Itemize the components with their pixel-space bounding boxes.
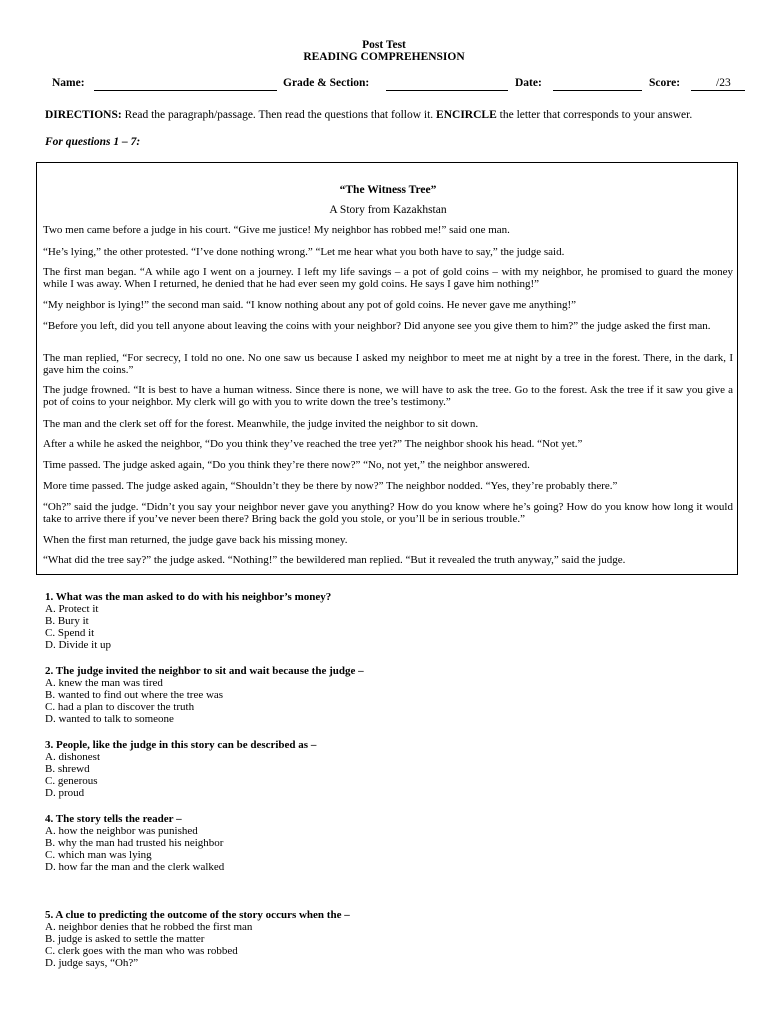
story-subtitle: A Story from Kazakhstan — [329, 204, 447, 216]
story-paragraph: The man and the clerk set off for the forest. Meanwhile, the judge invited the neighbor to sit down. — [43, 418, 479, 430]
answer-option[interactable]: A. dishonest — [45, 751, 100, 763]
answer-option[interactable]: A. knew the man was tired — [45, 677, 163, 689]
answer-option[interactable]: A. Protect it — [45, 603, 99, 615]
story-paragraph: The man replied, “For secrecy, I told no one. No one saw us because I asked my neighbor to meet me at night by a tree in the forest. There, in the dark, I gave him the coins.” — [43, 352, 733, 376]
story-title: “The Witness Tree” — [339, 184, 437, 196]
question-5 — [45, 909, 725, 969]
answer-option[interactable]: D. wanted to talk to someone — [45, 713, 174, 725]
grade-section-label: Grade & Section: — [283, 77, 370, 89]
date-label: Date: — [515, 77, 542, 89]
answer-option[interactable]: C. had a plan to discover the truth — [45, 701, 195, 713]
question-stem: 4. The story tells the reader – — [45, 813, 182, 825]
directions — [45, 109, 745, 121]
answer-option[interactable]: B. shrewd — [45, 763, 90, 775]
story-paragraph: “What did the tree say?” the judge asked. “Nothing!” the bewildered man replied. “But it revealed the truth anyway,” said the judge. — [43, 554, 626, 566]
answer-option[interactable]: C. which man was lying — [45, 849, 152, 861]
answer-option[interactable]: A. neighbor denies that he robbed the first man — [45, 921, 253, 933]
question-3 — [45, 739, 725, 799]
question-stem: 5. A clue to predicting the outcome of the story occurs when the – — [45, 909, 350, 921]
answer-option[interactable]: C. generous — [45, 775, 98, 787]
directions-text-1: Read the paragraph/passage. Then read the questions that follow it. — [121, 109, 437, 121]
answer-option[interactable]: A. how the neighbor was punished — [45, 825, 198, 837]
directions-emphasis: ENCIRCLE — [436, 109, 497, 121]
question-stem: 3. People, like the judge in this story can be described as – — [45, 739, 317, 751]
answer-option[interactable]: D. Divide it up — [45, 639, 111, 651]
answer-option[interactable]: B. Bury it — [45, 615, 89, 627]
answer-option[interactable]: C. clerk goes with the man who was robbed — [45, 945, 238, 957]
story-paragraph: “My neighbor is lying!” the second man said. “I know nothing about any pot of gold coins. He never gave me anything!” — [43, 299, 577, 311]
story-paragraph: Two men came before a judge in his court. “Give me justice! My neighbor has robbed me!” said one man. — [43, 224, 510, 236]
question-4 — [45, 813, 725, 873]
answer-option[interactable]: B. judge is asked to settle the matter — [45, 933, 205, 945]
question-stem: 2. The judge invited the neighbor to sit and wait because the judge – — [45, 665, 364, 677]
answer-option[interactable]: C. Spend it — [45, 627, 95, 639]
date-blank[interactable] — [553, 90, 642, 91]
name-label: Name: — [52, 77, 85, 89]
story-paragraph: “Oh?” said the judge. “Didn’t you say your neighbor never gave you anything? How do you know where he’s going? How do you know how long it would take to arrive there if you’ve never been there? Bring back the gold you stole, or you’ll be in serious trouble.” — [43, 501, 733, 525]
score-label: Score: — [649, 77, 681, 89]
question-2 — [45, 665, 725, 725]
score-total: /23 — [716, 77, 731, 89]
story-paragraph: Time passed. The judge asked again, “Do you think they’re there now?” “No, not yet,” the neighbor answered. — [43, 459, 530, 471]
story-paragraph: When the first man returned, the judge gave back his missing money. — [43, 534, 348, 546]
story-paragraph: More time passed. The judge asked again, “Shouldn’t they be there by now?” The neighbor nodded. “Yes, they’re probably there.” — [43, 480, 618, 492]
test-title-heading: READING COMPREHENSION — [303, 51, 465, 63]
answer-option[interactable]: D. proud — [45, 787, 85, 799]
story-paragraph: “Before you left, did you tell anyone about leaving the coins with your neighbor? Did anyone see you give them to him?” the judge asked the first man. — [43, 320, 711, 332]
question-range-note: For questions 1 – 7: — [45, 136, 141, 148]
answer-option[interactable]: D. how far the man and the clerk walked — [45, 861, 225, 873]
answer-option[interactable]: D. judge says, “Oh?” — [45, 957, 139, 969]
answer-option[interactable]: B. why the man had trusted his neighbor — [45, 837, 224, 849]
directions-lead: DIRECTIONS: — [45, 109, 122, 121]
test-type-heading: Post Test — [362, 39, 406, 51]
story-paragraph: The judge frowned. “It is best to have a human witness. Since there is none, we will have to ask the tree. Go to the forest. Ask the tree if it saw you give a pot of coins to your neighbor. My clerk will go with you to write down the tree’s testimony.” — [43, 384, 733, 408]
grade-section-blank[interactable] — [386, 90, 508, 91]
answer-option[interactable]: B. wanted to find out where the tree was — [45, 689, 224, 701]
score-blank[interactable] — [691, 90, 745, 91]
question-stem: 1. What was the man asked to do with his neighbor’s money? — [45, 591, 332, 603]
story-paragraph: After a while he asked the neighbor, “Do you think they’ve reached the tree yet?” The neighbor shook his head. “Not yet.” — [43, 438, 583, 450]
story-paragraph: The first man began. “A while ago I went on a journey. I left my life savings – a pot of gold coins – with my neighbor, he promised to guard the money while I was away. When I returned, he denied that he had ever seen my gold coins. He says I gave him nothing!” — [43, 266, 733, 290]
directions-text-2: the letter that corresponds to your answer. — [496, 109, 693, 121]
story-paragraph: “He’s lying,” the other protested. “I’ve done nothing wrong.” “Let me hear what you both have to say,” the judge said. — [43, 246, 565, 258]
name-blank[interactable] — [94, 90, 277, 91]
story-passage-box — [36, 162, 738, 575]
question-1 — [45, 591, 725, 651]
